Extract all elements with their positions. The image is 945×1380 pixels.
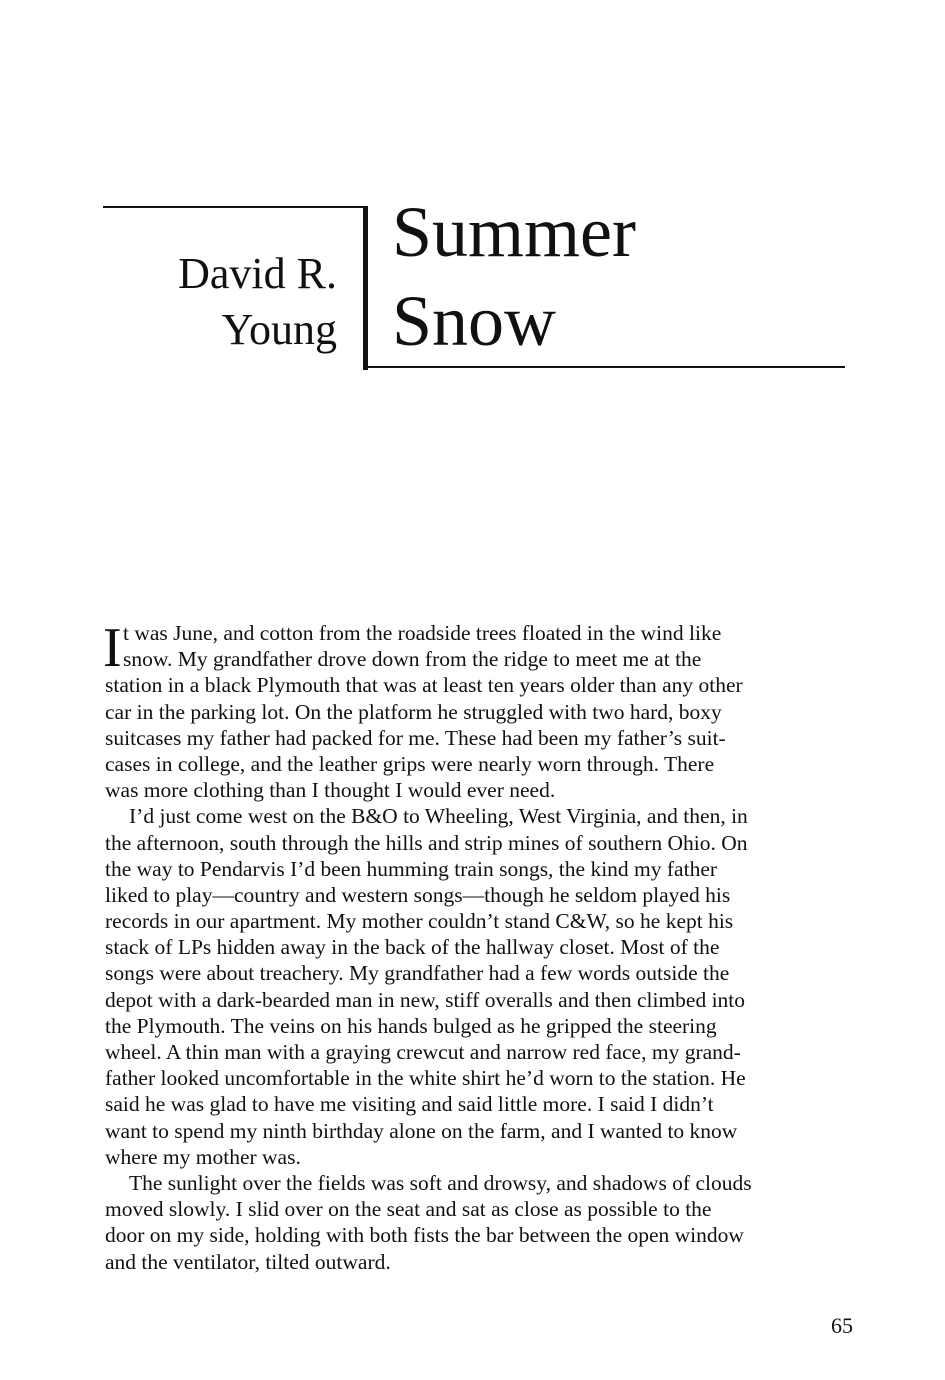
text-line: door on my side, holding with both fists the bar between the open window — [105, 1223, 744, 1248]
text-line: The sunlight over the fields was soft and drowsy, and shadows of clouds — [129, 1170, 752, 1195]
text-line: stack of LPs hidden away in the back of the hallway closet. Most of the — [105, 935, 720, 960]
text-line: moved slowly. I slid over on the seat and sat as close as possible to the — [105, 1197, 712, 1222]
text-line: the way to Pendarvis I’d been humming train songs, the kind my father — [105, 856, 718, 881]
text-line: songs were about treachery. My grandfather had a few words outside the — [105, 961, 730, 986]
author-name-line-2: Young — [221, 305, 337, 354]
text-line: t was June, and cotton from the roadside trees floated in the wind like — [123, 621, 722, 645]
text-line: depot with a dark-bearded man in new, stiff overalls and then climbed into — [105, 987, 746, 1012]
body-text — [103, 617, 865, 1275]
chapter-title-line-2: Snow — [392, 281, 557, 361]
text-line: suitcases my father had packed for me. These had been my father’s suit- — [105, 725, 726, 750]
text-line: was more clothing than I thought I would ever need. — [105, 778, 556, 803]
text-line: car in the parking lot. On the platform he struggled with two hard, boxy — [105, 699, 722, 724]
text-line: want to spend my ninth birthday alone on the farm, and I wanted to know — [105, 1118, 738, 1143]
page-number: 65 — [831, 1313, 853, 1338]
text-line: father looked uncomfortable in the white shirt he’d worn to the station. He — [105, 1066, 746, 1091]
title-rule-vertical — [363, 206, 368, 370]
author-name-line-1: David R. — [178, 249, 337, 298]
text-line: the afternoon, south through the hills and strip mines of southern Ohio. On — [105, 830, 748, 855]
text-line: snow. My grandfather drove down from the ridge to meet me at the — [123, 647, 702, 672]
drop-cap: I — [103, 617, 122, 679]
title-rule-top — [103, 206, 366, 208]
text-line: records in our apartment. My mother couldn’t stand C&W, so he kept his — [105, 909, 734, 934]
text-line: said he was glad to have me visiting and said little more. I said I didn’t — [105, 1092, 714, 1117]
text-line: cases in college, and the leather grips were nearly worn through. There — [105, 751, 715, 776]
text-line: where my mother was. — [105, 1144, 301, 1169]
text-line: station in a black Plymouth that was at least ten years older than any other — [105, 673, 743, 698]
title-rule-bottom — [363, 366, 845, 368]
text-line: and the ventilator, tilted outward. — [105, 1249, 391, 1274]
chapter-title-line-1: Summer — [392, 192, 636, 272]
text-line: liked to play—country and western songs—though he seldom played his — [105, 882, 731, 907]
text-line: I’d just come west on the B&O to Wheeling, West Virginia, and then, in — [129, 804, 748, 829]
text-line: wheel. A thin man with a graying crewcut and narrow red face, my grand- — [105, 1040, 741, 1064]
text-line: the Plymouth. The veins on his hands bulged as he gripped the steering — [105, 1013, 717, 1038]
